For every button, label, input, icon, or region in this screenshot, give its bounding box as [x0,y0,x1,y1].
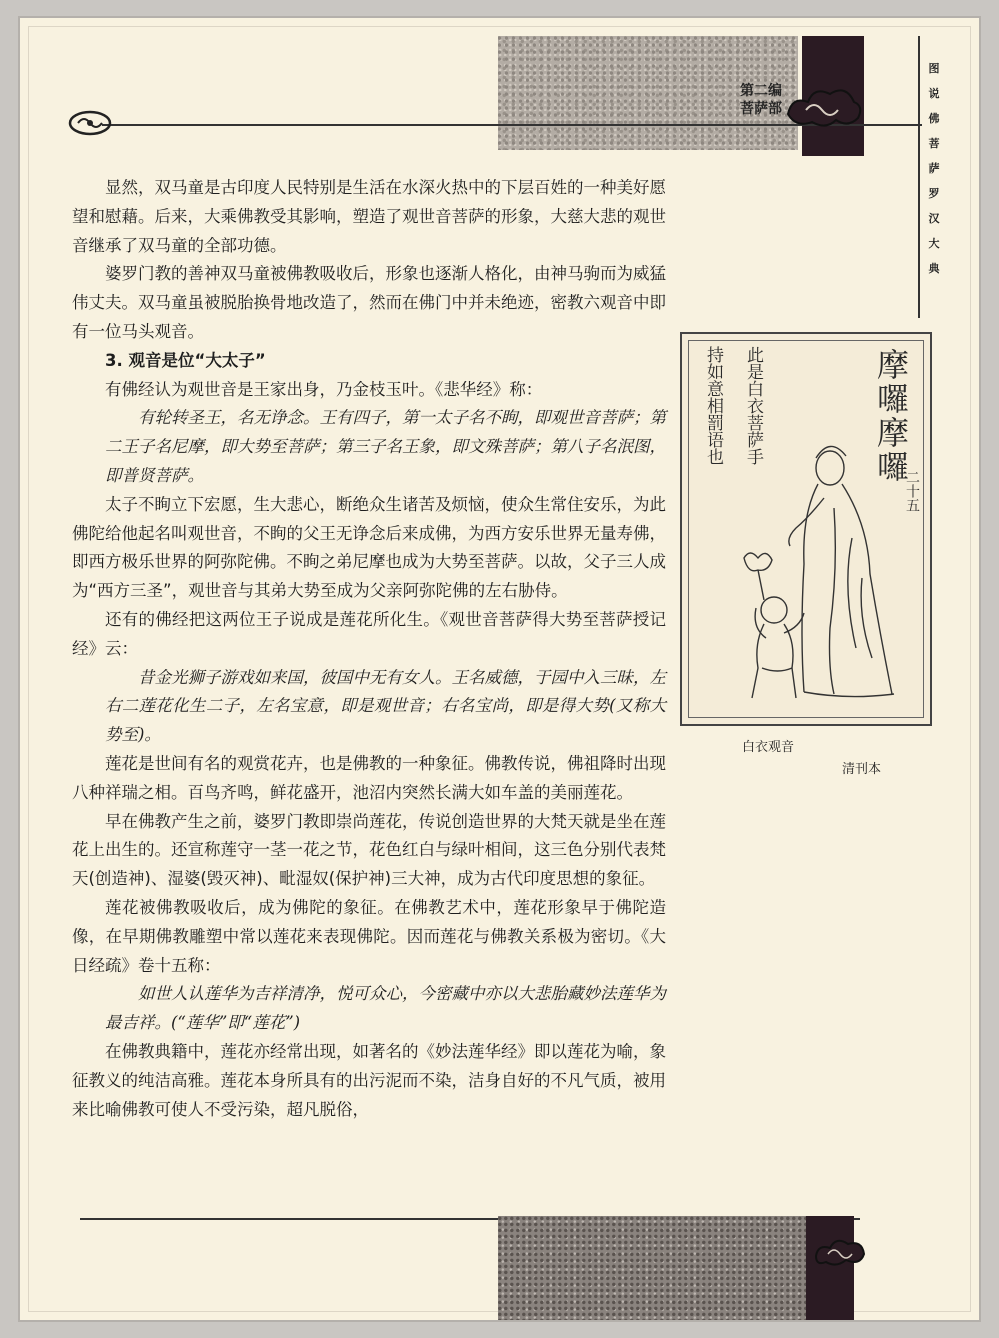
guanyin-with-child-drawing [712,428,912,714]
chapter-title: 菩萨部 [740,101,782,117]
chapter-label [702,82,782,118]
paragraph: 显然，双马童是古印度人民特别是生活在水深火热中的下层百姓的一种美好愿望和慰藉。后来，大乘佛教受其影响，塑造了观世音菩萨的形象，大慈大悲的观世音继承了双马童的全部功德。 [72,178,666,255]
vertical-title-rule [918,36,920,318]
paragraph: 莲花被佛教吸收后，成为佛陀的象征。在佛教艺术中，莲花形象早于佛陀造像，在早期佛教雕塑中常以莲花来表现佛陀。因而莲花与佛教关系极为密切。《大日经疏》卷十五称： [72,897,666,975]
cloud-ornament-icon [68,110,112,136]
header-cloud-ornament-icon [780,74,870,134]
scripture-quote: 如世人认莲华为吉祥清净，悦可众心，今密藏中亦以大悲胎藏妙法莲华为最吉祥。(“莲华”即“莲花”) [105,984,666,1033]
footer-cloud-ornament-icon [810,1232,870,1268]
paragraph: 莲花是世间有名的观赏花卉，也是佛教的一种象征。佛教传说，佛祖降时出现八种祥瑞之相。百鸟齐鸣，鲜花盛开，池沼内突然长满大如车盖的美丽莲花。 [72,753,666,802]
paragraph: 还有的佛经把这两位王子说成是莲花所化生。《观世音菩萨得大势至菩萨授记经》云： [72,609,666,658]
scripture-quote: 有轮转圣王，名无诤念。王有四子，第一太子名不眴，即观世音菩萨；第二王子名尼摩，即大势至菩萨；第三子名王象，即文殊菩萨；第八子名泯图，即普贤菩萨。 [105,408,666,485]
illustration-inscription: 持如意相罰语也 [703,346,723,465]
section-heading: 3. 观音是位“大太子” [105,350,266,370]
illustration-inscription: 此是白衣菩萨手 [743,346,763,465]
illustration-title: 摩囉摩囉 [872,348,910,484]
paragraph: 早在佛教产生之前，婆罗门教即崇尚莲花，传说创造世界的大梵天就是坐在莲花上出生的。还宣称莲守一茎一花之节，花色红白与绿叶相间，这三色分别代表梵天(创造神)、湿婆(毁灭神)、毗湿奴(保护神)三大神，成为古代印度思想的象征。 [72,811,666,889]
illustration-caption: 白衣观音 [742,740,795,755]
chapter-number: 第二编 [740,83,782,99]
body-text [72,174,666,1124]
paragraph: 在佛教典籍中，莲花亦经常出现，如著名的《妙法莲华经》即以莲花为喻，象征教义的纯洁高雅。莲花本身所具有的出污泥而不染，洁身自好的不凡气质，被用来比喻佛教可使人不受污染，超凡脱俗， [72,1041,666,1119]
paragraph: 太子不眴立下宏愿，生大悲心，断绝众生诸苦及烦恼，使众生常住安乐，为此佛陀给他起名叫观世音，不眴的父王无诤念后来成佛，为西方安乐世界无量寿佛，即西方极乐世界的阿弥陀佛。不眴之弟尼摩也成为大势至菩萨。以故，父子三人成为“西方三圣”，观世音与其弟大势至成为父亲阿弥陀佛的左右胁侍。 [72,494,666,601]
illustration-number: 二十五 [904,470,920,512]
paragraph: 有佛经认为观世音是王家出身，乃金枝玉叶。《悲华经》称： [105,379,543,399]
book-page [18,16,981,1322]
illustration-frame [680,332,932,726]
paragraph: 婆罗门教的善神双马童被佛教吸收后，形象也逐渐人格化，由神马驹而为威猛伟丈夫。双马童虽被脱胎换骨地改造了，然而在佛门中并未绝迹，密教六观音中即有一位马头观音。 [72,264,666,341]
footer-texture-band [498,1216,808,1322]
scripture-quote: 昔金光狮子游戏如来国，彼国中无有女人。王名威德，于园中入三昧，左右二莲花化生二子，左名宝意，即是观世音；右名宝尚，即是得大势(又称大势至)。 [105,667,666,745]
illustration-source: 清刊本 [842,762,882,777]
book-title-vertical: 图说佛菩萨罗汉大典 [928,62,940,275]
